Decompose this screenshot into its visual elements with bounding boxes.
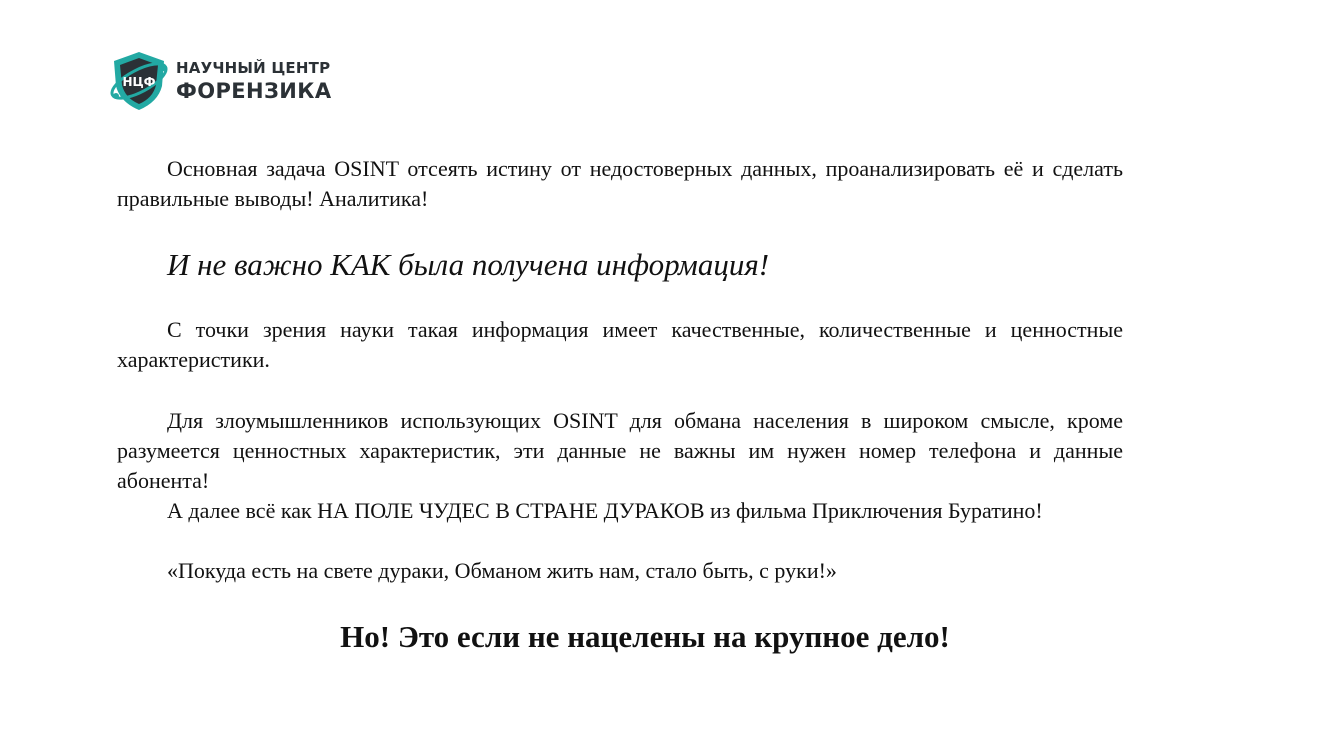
- logo-text: [176, 58, 332, 103]
- logo-line1: НАУЧНЫЙ ЦЕНТР: [176, 58, 331, 77]
- logo-line2: ФОРЕНЗИКА: [176, 78, 332, 103]
- emblem-text: НЦФ: [122, 75, 156, 89]
- logo: [106, 48, 332, 114]
- paragraph-bold-conclusion: Но! Это если не нацелены на крупное дело!: [340, 619, 950, 654]
- paragraph-italic-statement: И не важно КАК была получена информация!: [167, 247, 770, 282]
- paragraph-quote: «Покуда есть на свете дураки, Обманом жить нам, стало быть, с руки!»: [167, 558, 837, 583]
- paragraph-osint-task: Основная задача OSINT отсеять истину от недостоверных данных, проанализировать её и сделать правильные выводы! Аналитика!: [117, 156, 1123, 211]
- paragraph-science-view: С точки зрения науки такая информация имеет качественные, количественные и ценностные характеристики.: [117, 317, 1123, 372]
- shield-emblem-icon: [106, 48, 172, 114]
- paragraph-fraudsters: Для злоумышленников использующих OSINT для обмана населения в широком смысле, кроме разумеется ценностных характеристик, эти данные не важны им нужен номер телефона и данные абонента!: [117, 408, 1123, 493]
- paragraph-field-of-wonders: А далее всё как НА ПОЛЕ ЧУДЕС В СТРАНЕ ДУРАКОВ из фильма Приключения Буратино!: [167, 498, 1043, 523]
